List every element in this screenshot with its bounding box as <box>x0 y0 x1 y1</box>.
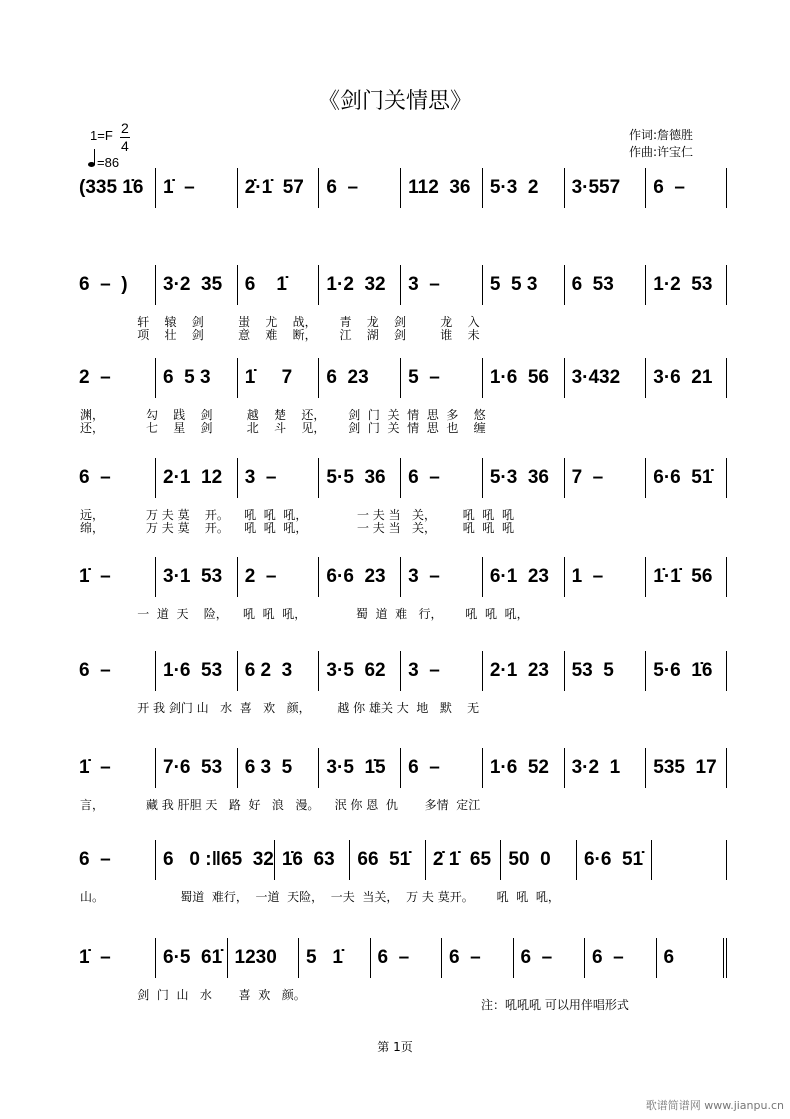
composer: 作曲:许宝仁 <box>629 145 694 159</box>
lyric-line: 渊， 勾 践 剑 越 楚 还， 剑 门 关 情 思 多 悠 <box>80 408 486 422</box>
measure: 5·5 36 <box>318 458 400 498</box>
measure: 6 – <box>400 748 482 788</box>
measure: 6·6 51̇ <box>576 840 652 880</box>
measure: 6·5 61̇ <box>155 938 227 978</box>
measure: 2·1 23 <box>482 651 564 691</box>
measure: 6 – <box>79 467 111 488</box>
measure: 6·6 23 <box>318 557 400 597</box>
measure: 50 0 <box>500 840 576 880</box>
measure: 3·2 1 <box>564 748 646 788</box>
measure: 3·557 <box>564 168 646 208</box>
measure: 6 – <box>400 458 482 498</box>
measure: 1̇6 63 <box>274 840 350 880</box>
lyric-line: 剑 门 山 水 喜 欢 颜。 <box>80 988 306 1002</box>
measure: 2̇·1̇ 57 <box>237 168 319 208</box>
measure: 1230 <box>227 938 299 978</box>
measure: 3·5 62 <box>318 651 400 691</box>
measure: 6·6 51̇ <box>645 458 727 498</box>
measure: 3·6 21 <box>645 358 727 398</box>
lyric-line: 开 我 剑门 山 水 喜 欢 颜， 越 你 雄关 大 地 默 无 <box>80 701 480 715</box>
measure: 112 36 <box>400 168 482 208</box>
measure: 1 – <box>564 557 646 597</box>
measure: 3 – <box>237 458 319 498</box>
measure: 3·2 35 <box>155 265 237 305</box>
measure: 5·6 1̇6 <box>645 651 727 691</box>
measure: 1·6 56 <box>482 358 564 398</box>
score-row <box>75 458 727 498</box>
measure: 5 5 3 <box>482 265 564 305</box>
measure: 7·6 53 <box>155 748 237 788</box>
score-row <box>75 748 727 788</box>
measure: 1̇ – <box>79 566 111 587</box>
page-number: 第 1页 <box>377 1040 413 1054</box>
measure: 7 – <box>564 458 646 498</box>
lyric-line: 绵， 万 夫 莫 开。 吼 吼 吼， 一 夫 当 关， 吼 吼 吼 <box>80 521 514 535</box>
score-row <box>75 168 727 208</box>
tempo-value: =86 <box>97 155 120 170</box>
time-signature-top: 2 <box>121 120 129 136</box>
measure: 6 – <box>370 938 442 978</box>
measure: 1·6 53 <box>155 651 237 691</box>
measure: 5·3 2 <box>482 168 564 208</box>
score-row <box>75 840 727 880</box>
watermark: 歌谱简谱网 www.jianpu.cn <box>645 1099 784 1112</box>
measure: 2̇ 1̇ 65 <box>425 840 501 880</box>
score-row <box>75 358 727 398</box>
time-signature <box>120 120 130 155</box>
measure: 5 1̇ <box>298 938 370 978</box>
measure: 6 – <box>318 168 400 208</box>
measure: 1̇ 7 <box>237 358 319 398</box>
measure: 2 – <box>237 557 319 597</box>
measure: 6 – <box>79 660 111 681</box>
measure: 5·3 36 <box>482 458 564 498</box>
measure: 6 5 3 <box>155 358 237 398</box>
lyric-line: 项 壮 剑 意 难 断， 江 湖 剑 谁 未 <box>80 328 480 342</box>
lyric-line: 山。 蜀道 难行， 一道 天险， 一夫 当关， 万 夫 莫开。 吼 吼 吼， <box>80 890 560 904</box>
measure: 1·6 52 <box>482 748 564 788</box>
measure: 6 – <box>513 938 585 978</box>
measure: 6·1 23 <box>482 557 564 597</box>
measure: 5 – <box>400 358 482 398</box>
measure: 6 23 <box>318 358 400 398</box>
lyric-line: 轩 辕 剑 蚩 尤 战， 青 龙 剑 龙 入 <box>80 315 480 329</box>
measure: 6 – <box>645 168 727 208</box>
time-signature-bottom: 4 <box>121 138 129 154</box>
measure: 6 1̇ <box>237 265 319 305</box>
score-row <box>75 938 727 978</box>
measure: 2·1 12 <box>155 458 237 498</box>
key-signature: 1=F <box>90 128 113 143</box>
measure <box>651 840 727 880</box>
lyric-line: 言， 藏 我 肝胆 天 路 好 浪 漫。 泯 你 恩 仇 多情 定江 <box>80 798 481 812</box>
measure: 53 5 <box>564 651 646 691</box>
quarter-note-icon <box>88 162 95 167</box>
measure: 1·2 53 <box>645 265 727 305</box>
score-row <box>75 651 727 691</box>
score-row <box>75 557 727 597</box>
measure: 1̇ – <box>155 168 237 208</box>
footnote: 注：吼吼吼 可以用伴唱形式 <box>481 998 629 1012</box>
measure: 3·5 1̇5 <box>318 748 400 788</box>
measure: 3·1 53 <box>155 557 237 597</box>
measure: 6 – <box>441 938 513 978</box>
measure: 1̇ – <box>79 757 111 778</box>
measure: 6 3 5 <box>237 748 319 788</box>
measure: 66 51̇ <box>349 840 425 880</box>
lyric-line: 一 道 天 险， 吼 吼 吼， 蜀 道 难 行， 吼 吼 吼， <box>80 607 529 621</box>
credits <box>629 127 693 161</box>
measure: 6 <box>656 938 728 978</box>
score-row <box>75 265 727 305</box>
measure: 1̇ – <box>79 947 111 968</box>
lyricist: 作词:詹德胜 <box>629 128 694 142</box>
measure: 6 0 :‖65 32 <box>155 840 274 880</box>
lyric-line: 远， 万 夫 莫 开。 吼 吼 吼， 一 夫 当 关， 吼 吼 吼 <box>80 508 514 522</box>
measure: 6 – <box>584 938 656 978</box>
measure: 3 – <box>400 557 482 597</box>
measure: 1̇·1̇ 56 <box>645 557 727 597</box>
song-title: 《剑门关情思》 <box>317 89 472 114</box>
measure: 6 2 3 <box>237 651 319 691</box>
measure: 1·2 32 <box>318 265 400 305</box>
lyric-line: 还， 七 星 剑 北 斗 见， 剑 门 关 情 思 也 缠 <box>80 421 486 435</box>
measure: (335 1̇6 <box>79 177 144 198</box>
measure: 6 53 <box>564 265 646 305</box>
measure: 6 – ) <box>79 274 128 295</box>
measure: 6 – <box>79 849 111 870</box>
measure: 535 17 <box>645 748 727 788</box>
measure: 3 – <box>400 265 482 305</box>
measure: 3 – <box>400 651 482 691</box>
measure: 2 – <box>79 367 111 388</box>
measure: 3·432 <box>564 358 646 398</box>
